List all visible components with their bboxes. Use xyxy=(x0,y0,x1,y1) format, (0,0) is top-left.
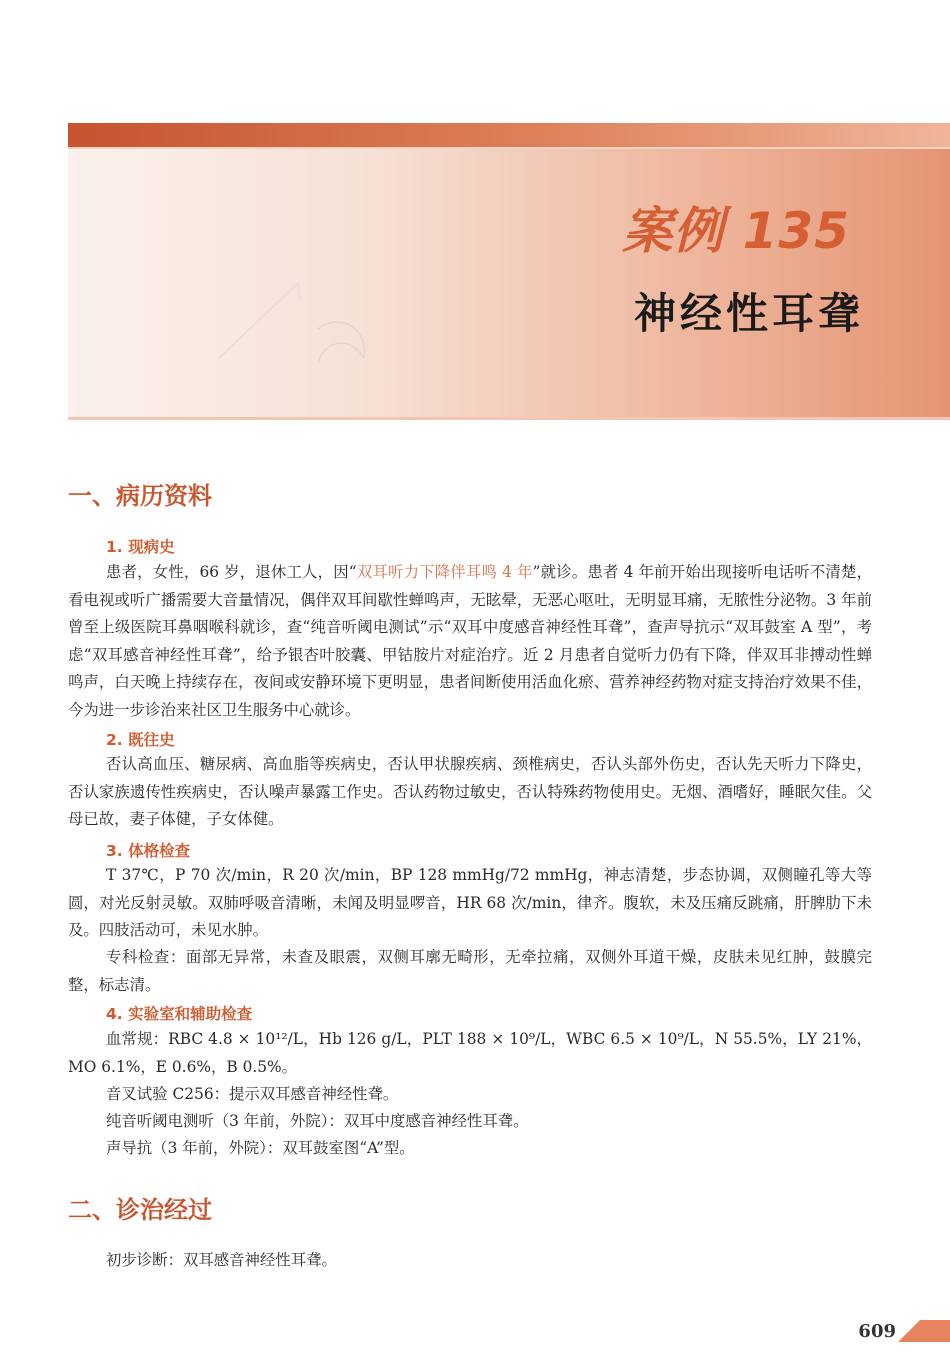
section-title-medical-record: 一、病历资料 xyxy=(68,481,212,510)
subsection-past-history: 2. 既往史 xyxy=(106,731,175,749)
banner-divider xyxy=(68,147,950,149)
text-present-illness-rest: ”就诊。患者 4 年前开始出现接听电话听不清楚，看电视或听广播需要大音量情况，偶伴双耳间歇性蝉鸣声，无眩晕，无恶心呕吐，无明显耳痛，无脓性分泌物。3 年前曾至上级医院耳鼻咽喉科就诊，查“纯音听阈电测试”示“双耳中度感音神经性耳聋”，查声导抗示“双耳鼓室 A 型”，考虑“双耳感音神经性耳聋”，给予银杏叶胶囊、甲钴胺片对症治疗。近 2 月患者自觉听力仍有下降，伴双耳非搏动性蝉鸣声，白天晚上持续存在，夜间或安静环境下更明显，患者间断使用活血化瘀、营养神经药物对症支持治疗效果不佳，今为进一步诊治来社区卫生服务中心就诊。 xyxy=(68,563,872,719)
paragraph-initial-diagnosis: 初步诊断：双耳感音神经性耳聋。 xyxy=(106,1251,337,1269)
banner-sketch-decoration xyxy=(68,153,488,413)
paragraph-blood-routine: 血常规：RBC 4.8 × 10¹²/L，Hb 126 g/L，PLT 188 × 10⁹/L，WBC 6.5 × 10⁹/L，N 55.5%，LY 21%，MO 6.1%，E 0.6%，B 0.5%。 xyxy=(68,1030,872,1076)
subsection-physical-exam: 3. 体格检查 xyxy=(106,842,191,860)
paragraph-specialist-exam: 专科检查：面部无异常，未查及眼震，双侧耳廓无畸形，无牵拉痛，双侧外耳道干燥，皮肤未见红肿，鼓膜完整，标志清。 xyxy=(68,948,872,994)
subsection-lab-tests: 4. 实验室和辅助检查 xyxy=(106,1005,253,1023)
paragraph-pure-tone-audiometry: 纯音听阈电测听（3 年前，外院）：双耳中度感音神经性耳聋。 xyxy=(106,1112,529,1130)
text-present-illness-start: 患者，女性，66 岁，退休工人，因“ xyxy=(106,563,357,581)
section-title-diagnosis-treatment: 二、诊治经过 xyxy=(68,1195,212,1224)
paragraph-past-history: 否认高血压、糖尿病、高血脂等疾病史，否认甲状腺疾病、颈椎病史，否认头部外伤史，否认先天听力下降史，否认家族遗传性疾病史，否认噪声暴露工作史。否认药物过敏史，否认特殊药物使用史。无烟、酒嗜好，睡眠欠佳。父母已故，妻子体健，子女体健。 xyxy=(68,755,872,828)
case-title: 神经性耳聋 xyxy=(633,289,864,338)
banner-top-strip xyxy=(68,123,950,147)
banner-bottom-edge xyxy=(68,417,950,420)
page-corner-tab xyxy=(898,1320,950,1342)
page-number: 609 xyxy=(858,1321,896,1342)
paragraph-acoustic-immittance: 声导抗（3 年前，外院）：双耳鼓室图“A”型。 xyxy=(106,1139,415,1157)
paragraph-present-illness xyxy=(68,559,872,724)
case-number: 案例 135 xyxy=(622,202,850,260)
paragraph-tuning-fork-test: 音叉试验 C256：提示双耳感音神经性聋。 xyxy=(106,1085,399,1103)
paragraph-physical-exam: T 37℃，P 70 次/min，R 20 次/min，BP 128 mmHg/72 mmHg，神志清楚，步态协调，双侧瞳孔等大等圆，对光反射灵敏。双肺呼吸音清晰，未闻及明显啰音，HR 68 次/min，律齐。腹软，未及压痛反跳痛，肝脾肋下未及。四肢活动可，未见水肿。 xyxy=(68,866,872,939)
chief-complaint-highlight: 双耳听力下降伴耳鸣 4 年 xyxy=(356,563,533,581)
subsection-present-illness: 1. 现病史 xyxy=(106,538,175,556)
case-banner xyxy=(68,123,950,420)
